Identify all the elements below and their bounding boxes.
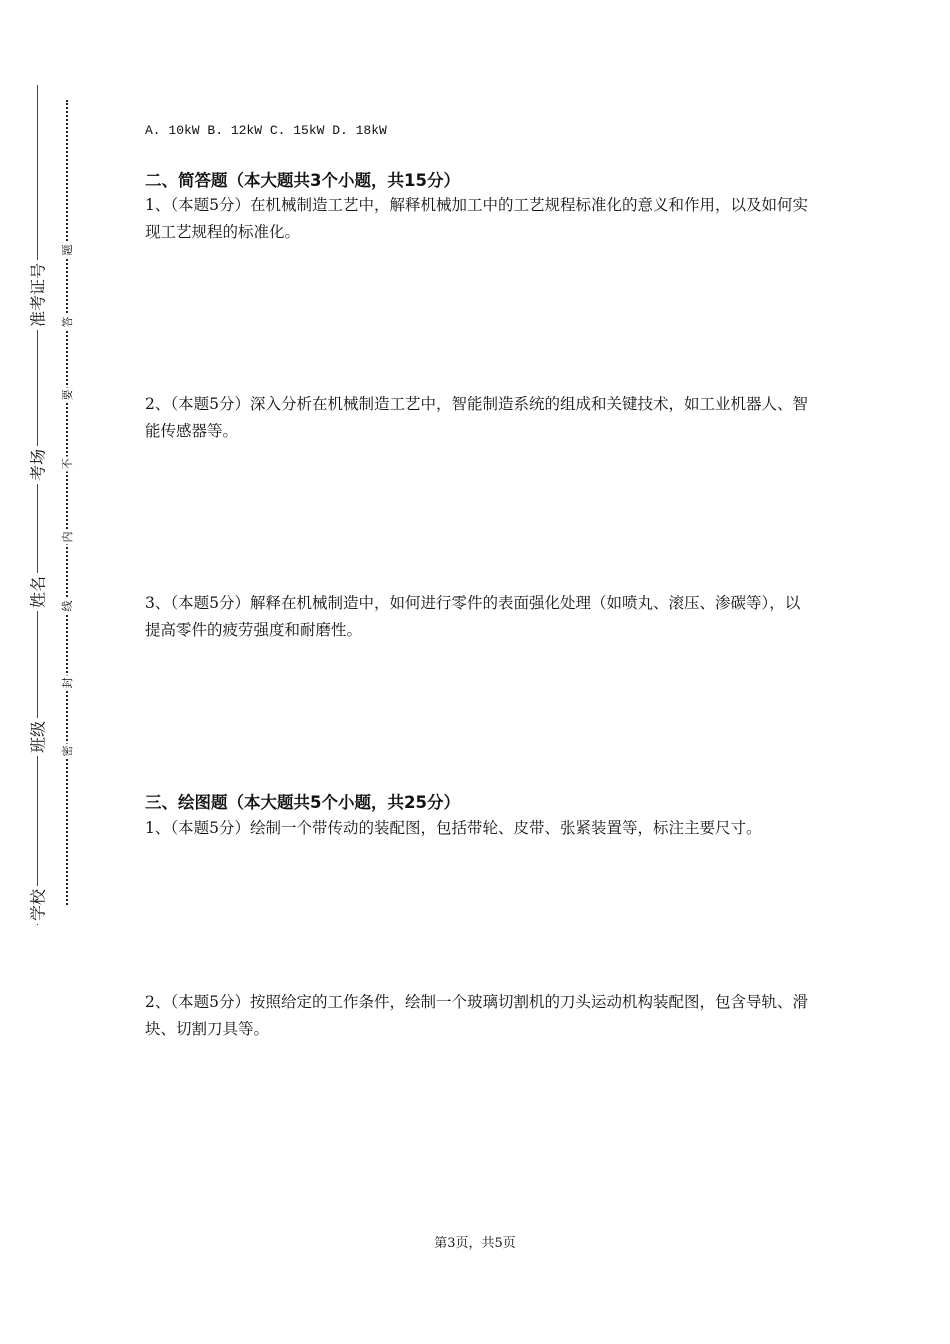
field-exam-id-label: 准考证号 [24,260,51,330]
question-text: 1、（本题5分）在机械制造工艺中，解释机械加工中的工艺规程标准化的意义和作用，以及如何实现工艺规程的标准化。 [145,196,808,241]
seal-char: 密 [58,744,76,759]
seal-char: 题 [58,243,76,258]
seal-char: 内 [58,530,76,545]
question-text: 1、（本题5分）绘制一个带传动的装配图，包括带轮、皮带、张紧装置等，标注主要尺寸。 [145,819,762,837]
section-heading-drawing: 三、绘图题（本大题共5个小题，共25分） [145,793,460,812]
previous-question-options: A. 10kW B. 12kW C. 15kW D. 18kW [145,123,387,138]
question-text: 2、（本题5分）按照给定的工作条件，绘制一个玻璃切割机的刀头运动机构装配图，包含导轨、滑块、切割刀具等。 [145,993,808,1038]
seal-char: 答 [58,315,76,330]
seal-dotted-line [66,100,68,905]
seal-char: 线 [58,599,76,614]
section-heading-short-answer: 二、简答题（本大题共3个小题，共15分） [145,171,460,190]
page-number-footer: 第3页，共5页 [434,1236,516,1251]
seal-char: 不 [58,457,76,472]
field-exam-room-label: 考场 [24,446,51,484]
field-class-label: 班级 [24,718,51,756]
field-school-label: 学校 [24,886,51,924]
seal-char: 封 [58,676,76,691]
field-name-label: 姓名 [24,573,51,611]
seal-char: 要 [58,388,76,403]
binding-solid-line [37,85,38,925]
question-text: 3、（本题5分）解释在机械制造中，如何进行零件的表面强化处理（如喷丸、滚压、渗碳等），以提高零件的疲劳强度和耐磨性。 [145,594,801,639]
question-text: 2、（本题5分）深入分析在机械制造工艺中，智能制造系统的组成和关键技术，如工业机器人、智能传感器等。 [145,395,808,440]
